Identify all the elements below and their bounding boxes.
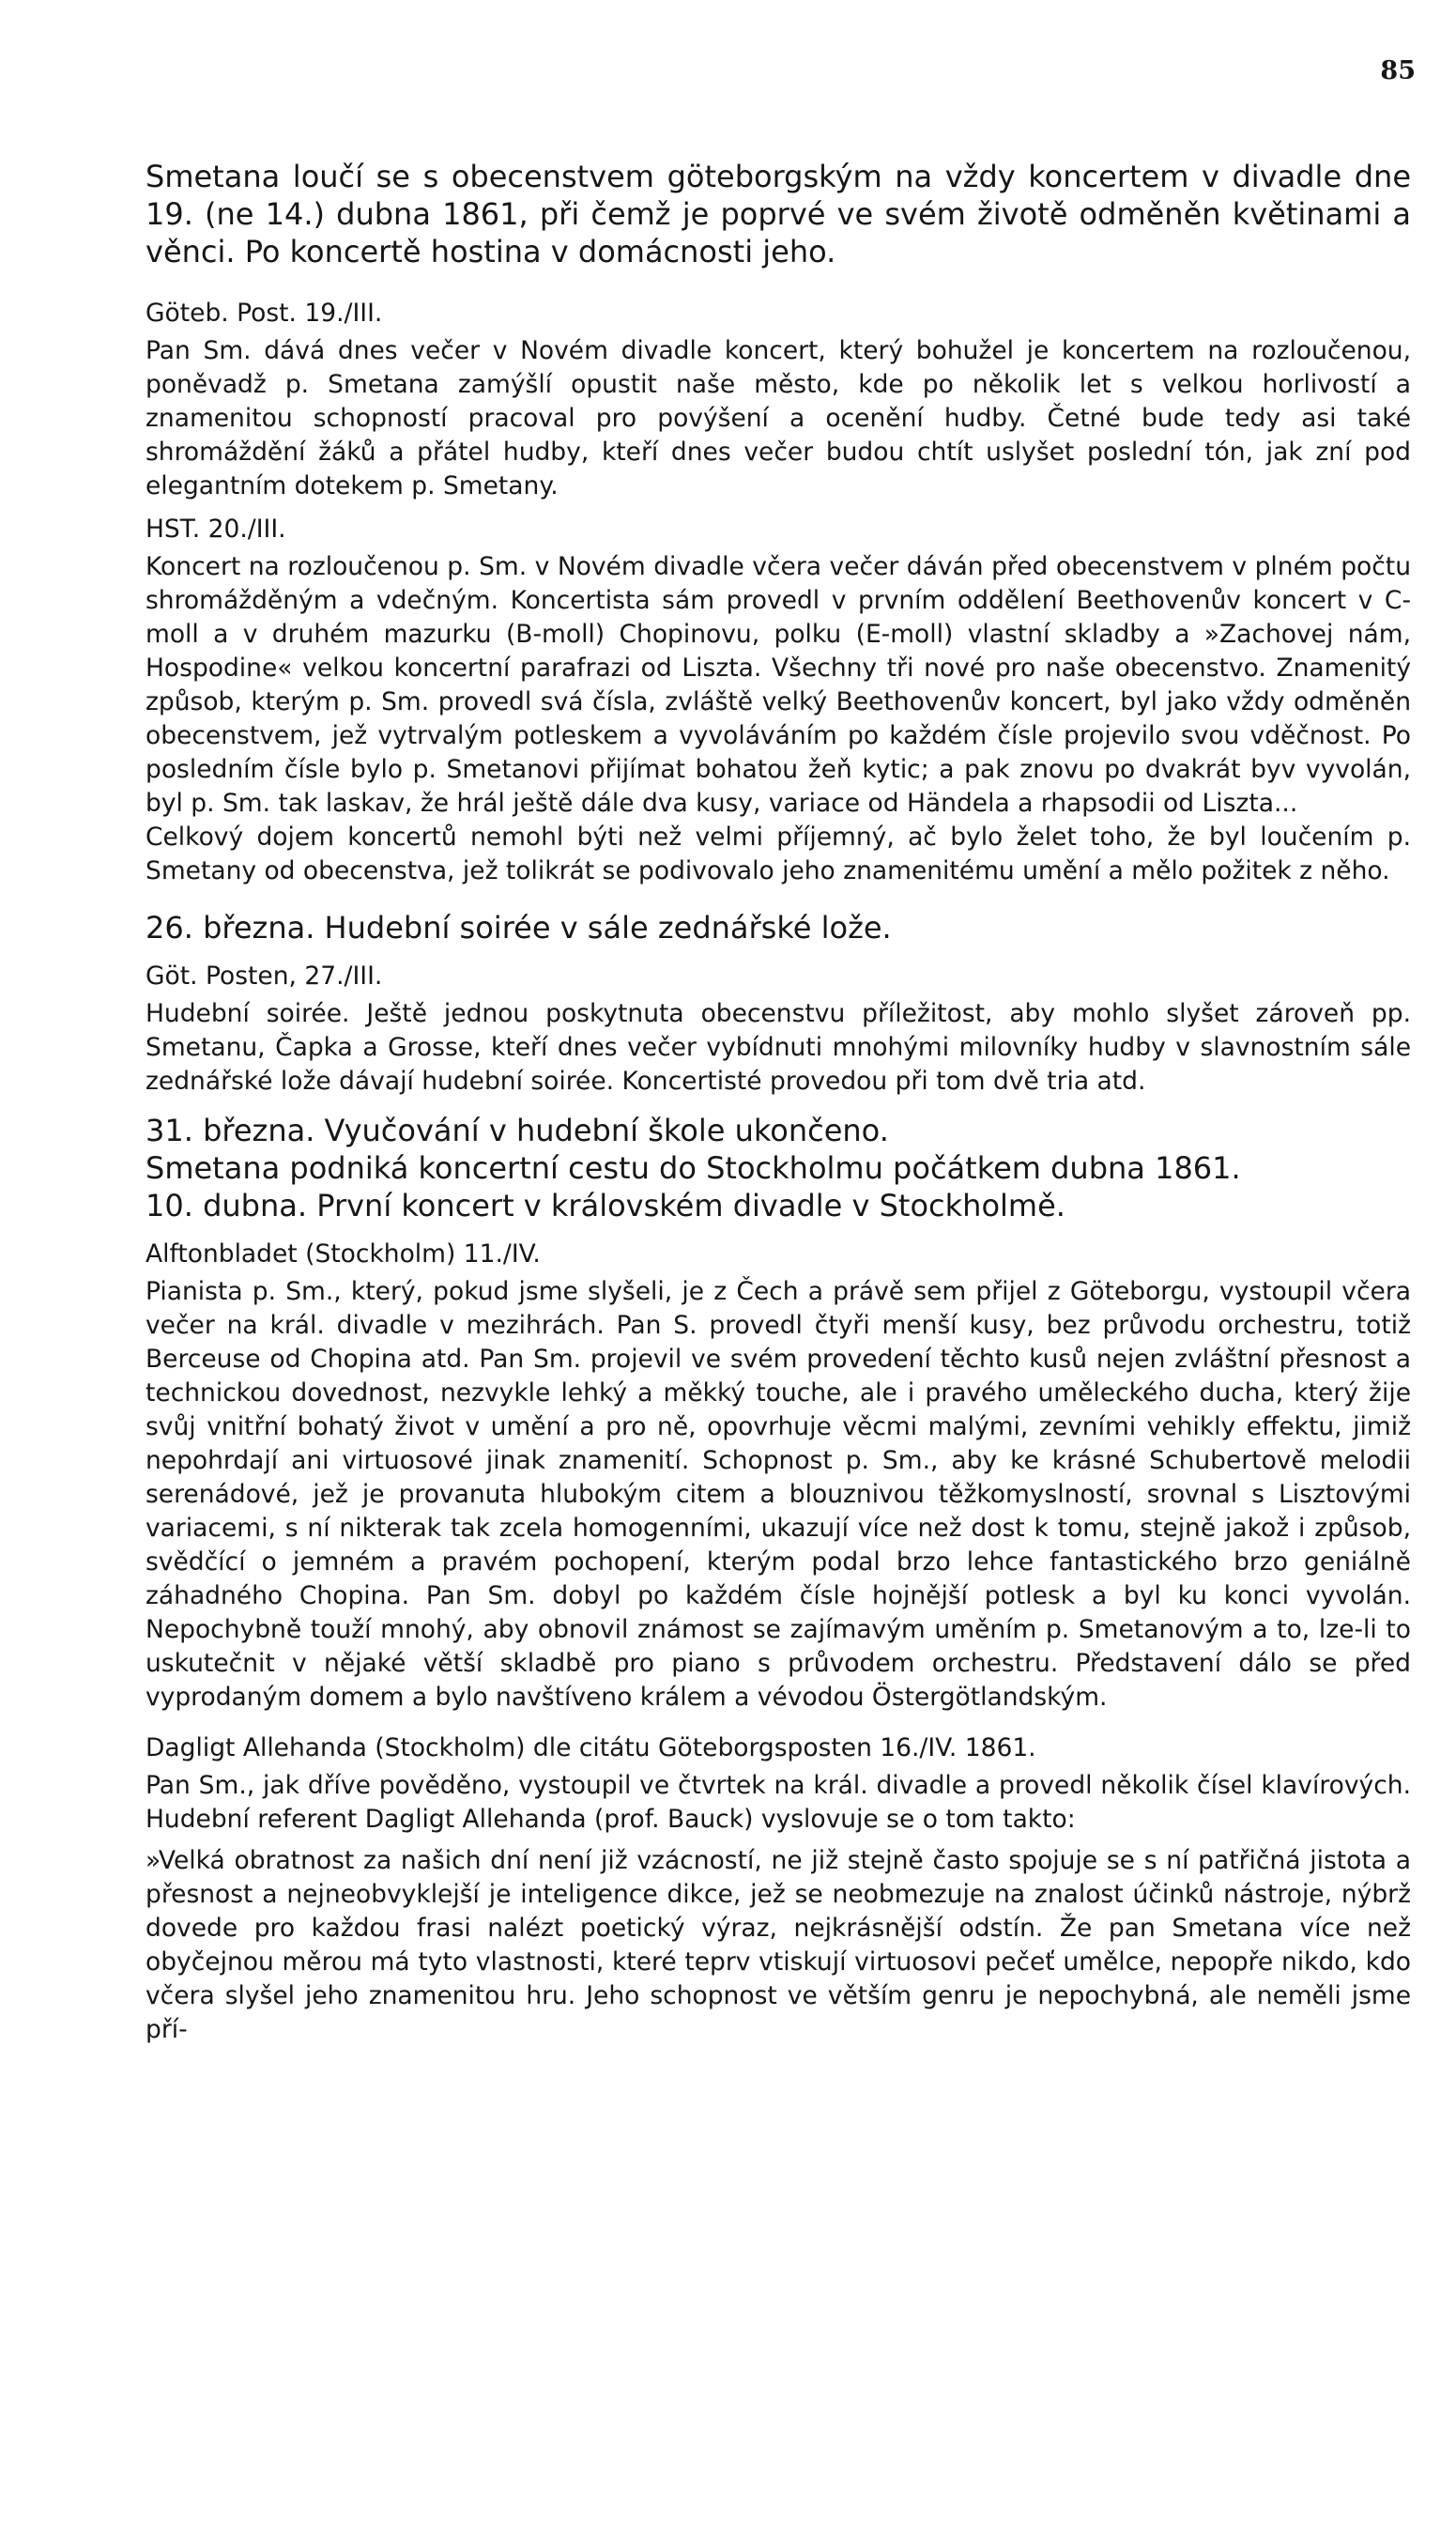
source-goteb-post: Göteb. Post. 19./III.	[146, 299, 383, 328]
date-heading-26-march: 26. března. Hudební soirée v sále zednářské lože.	[146, 910, 892, 946]
source-dagligt-allehanda: Dagligt Allehanda (Stockholm) dle citátu Göteborgsposten 16./IV. 1861.	[146, 1733, 1036, 1762]
paragraph-bauck-quote: »Velká obratnost za našich dní není již vzácností, ne již stejně často spojuje se s ní patřičná jistota a přesnost a nejneobvyklejší je inteligence dikce, jež se neobmezuje na znalost účinků nástroje, nýbrž dovede pro každou frasi nalézt poetický výraz, nejkrásnější odstín. Že pan Smetana více než obyčejnou měrou má tyto vlastnosti, které teprv vtiskují virtuosovi pečeť umělce, nepopře nikdo, kdo včera slyšel jeho znamenitou hru. Jeho schopnost ve větším genru je nepochybná, ale neměli jsme pří-	[146, 1846, 1411, 2044]
paragraph-dagligt-intro: Pan Sm., jak dříve pověděno, vystoupil ve čtvrtek na král. divadle a provedl několik čísel klavírových. Hudební referent Dagligt Allehanda (prof. Bauck) vyslovuje se o tom takto:	[146, 1771, 1411, 1834]
date-heading-31-march: 31. března. Vyučování v hudební škole ukončeno.	[146, 1113, 889, 1148]
paragraph-farewell-concert-review: Koncert na rozloučenou p. Sm. v Novém divadle včera večer dáván před obecenstvem v plném počtu shromážděným a vdečným. Koncertista sám provedl v prvním oddělení Beethovenův koncert v C-moll a v druhém mazurku (B-moll) Chopinovu, polku (E-moll) vlastní skladby a »Zachovej nám, Hospodine« velkou koncertní parafrazi od Liszta. Všechny tři nové pro naše obecenstvo. Znamenitý způsob, kterým p. Sm. provedl svá čísla, zvláště velký Beethovenův koncert, byl jako vždy odměněn obecenstvem, jež vytrvalým potleskem a vyvoláváním po každém čísle projevilo svou vděčnost. Po posledním čísle bylo p. Smetanovi přijímat bohatou žeň kytic; a pak znovu po dvakrát byv vyvolán, byl p. Sm. tak laskav, že hrál ještě dále dva kusy, variace od Händela a rhapsodii od Liszta...	[146, 552, 1411, 818]
paragraph-smetana-farewell: Smetana loučí se s obecenstvem göteborgským na vždy koncertem v divadle dne 19. (ne 14.) dubna 1861, při čemž je poprvé ve svém životě odměněn květinami a věnci. Po koncertě hostina v domácnosti jeho.	[146, 159, 1411, 269]
source-aftonbladet: Alftonbladet (Stockholm) 11./IV.	[146, 1239, 541, 1269]
paragraph-announcement: Pan Sm. dává dnes večer v Novém divadle koncert, který bohužel je koncertem na rozloučenou, poněvadž p. Smetana zamýšlí opustit naše město, kde po několik let s velkou horlivostí a znamenitou schopností pracoval pro povýšení a ocenění hudby. Četné bude tedy asi také shromáždění žáků a přátel hudby, kteří dnes večer budou chtít uslyšet poslední tón, jak zní pod elegantním dotekem p. Smetany.	[146, 336, 1411, 500]
source-hst: HST. 20./III.	[146, 515, 286, 544]
page-body	[146, 158, 1411, 2047]
heading-stockholm-tour: Smetana podniká koncertní cestu do Stockholmu počátkem dubna 1861.	[146, 1150, 1241, 1186]
page-number: 85	[1380, 56, 1416, 85]
paragraph-music-soiree: Hudební soirée. Ještě jednou poskytnuta obecenstvu příležitost, aby mohlo slyšet zároveň pp. Smetanu, Čapka a Grosse, kteří dnes večer vybídnuti mnohými milovníky hudby v slavnostním sále zednářské lože dávají hudební soirée. Koncertisté provedou při tom dvě tria atd.	[146, 999, 1411, 1096]
source-got-posten: Göt. Posten, 27./III.	[146, 962, 383, 991]
paragraph-overall-impression: Celkový dojem koncertů nemohl býti než velmi příjemný, ač bylo želet toho, že byl loučením p. Smetany od obecenstva, jež tolikrát se podivovalo jeho znamenitému umění a mělo požitek z něho.	[146, 823, 1411, 885]
date-heading-10-april: 10. dubna. První koncert v královském divadle v Stockholmě.	[146, 1188, 1065, 1223]
paragraph-aftonbladet-review: Pianista p. Sm., který, pokud jsme slyšeli, je z Čech a právě sem přijel z Göteborgu, vystoupil včera večer na král. divadle v mezihrách. Pan S. provedl čtyři menší kusy, bez průvodu orchestru, totiž Berceuse od Chopina atd. Pan Sm. projevil ve svém provedení těchto kusů nejen zvláštní přesnost a technickou dovednost, nezvykle lehký a měkký touche, ale i pravého uměleckého ducha, který žije svůj vnitřní bohatý život v umění a pro ně, opovrhuje věcmi malými, zevními vehikly effektu, jimiž nepohrdají ani virtuosové jinak znamenití. Schopnost p. Sm., aby ke krásné Schubertově melodii serenádové, jež je provanuta hlubokým citem a blouznivou těžkomyslností, srovnal s Lisztovými variacemi, s ní nikterak tak zcela homogenními, ukazují více než dost k tomu, stejně jakož i způsob, svědčící o jemném a pravém pochopení, kterým podal brzo lehce fantastického brzo geniálně záhadného Chopina. Pan Sm. dobyl po každém čísle hojnější potlesk a byl ku konci vyvolán. Nepochybně touží mnohý, aby obnovil známost se zajímavým uměním p. Smetanovým a to, lze-li to uskutečnit v nějaké větší skladbě pro piano s průvodem orchestru. Představení dálo se před vyprodaným domem a bylo navštíveno králem a vévodou Östergötlandským.	[146, 1277, 1411, 1712]
